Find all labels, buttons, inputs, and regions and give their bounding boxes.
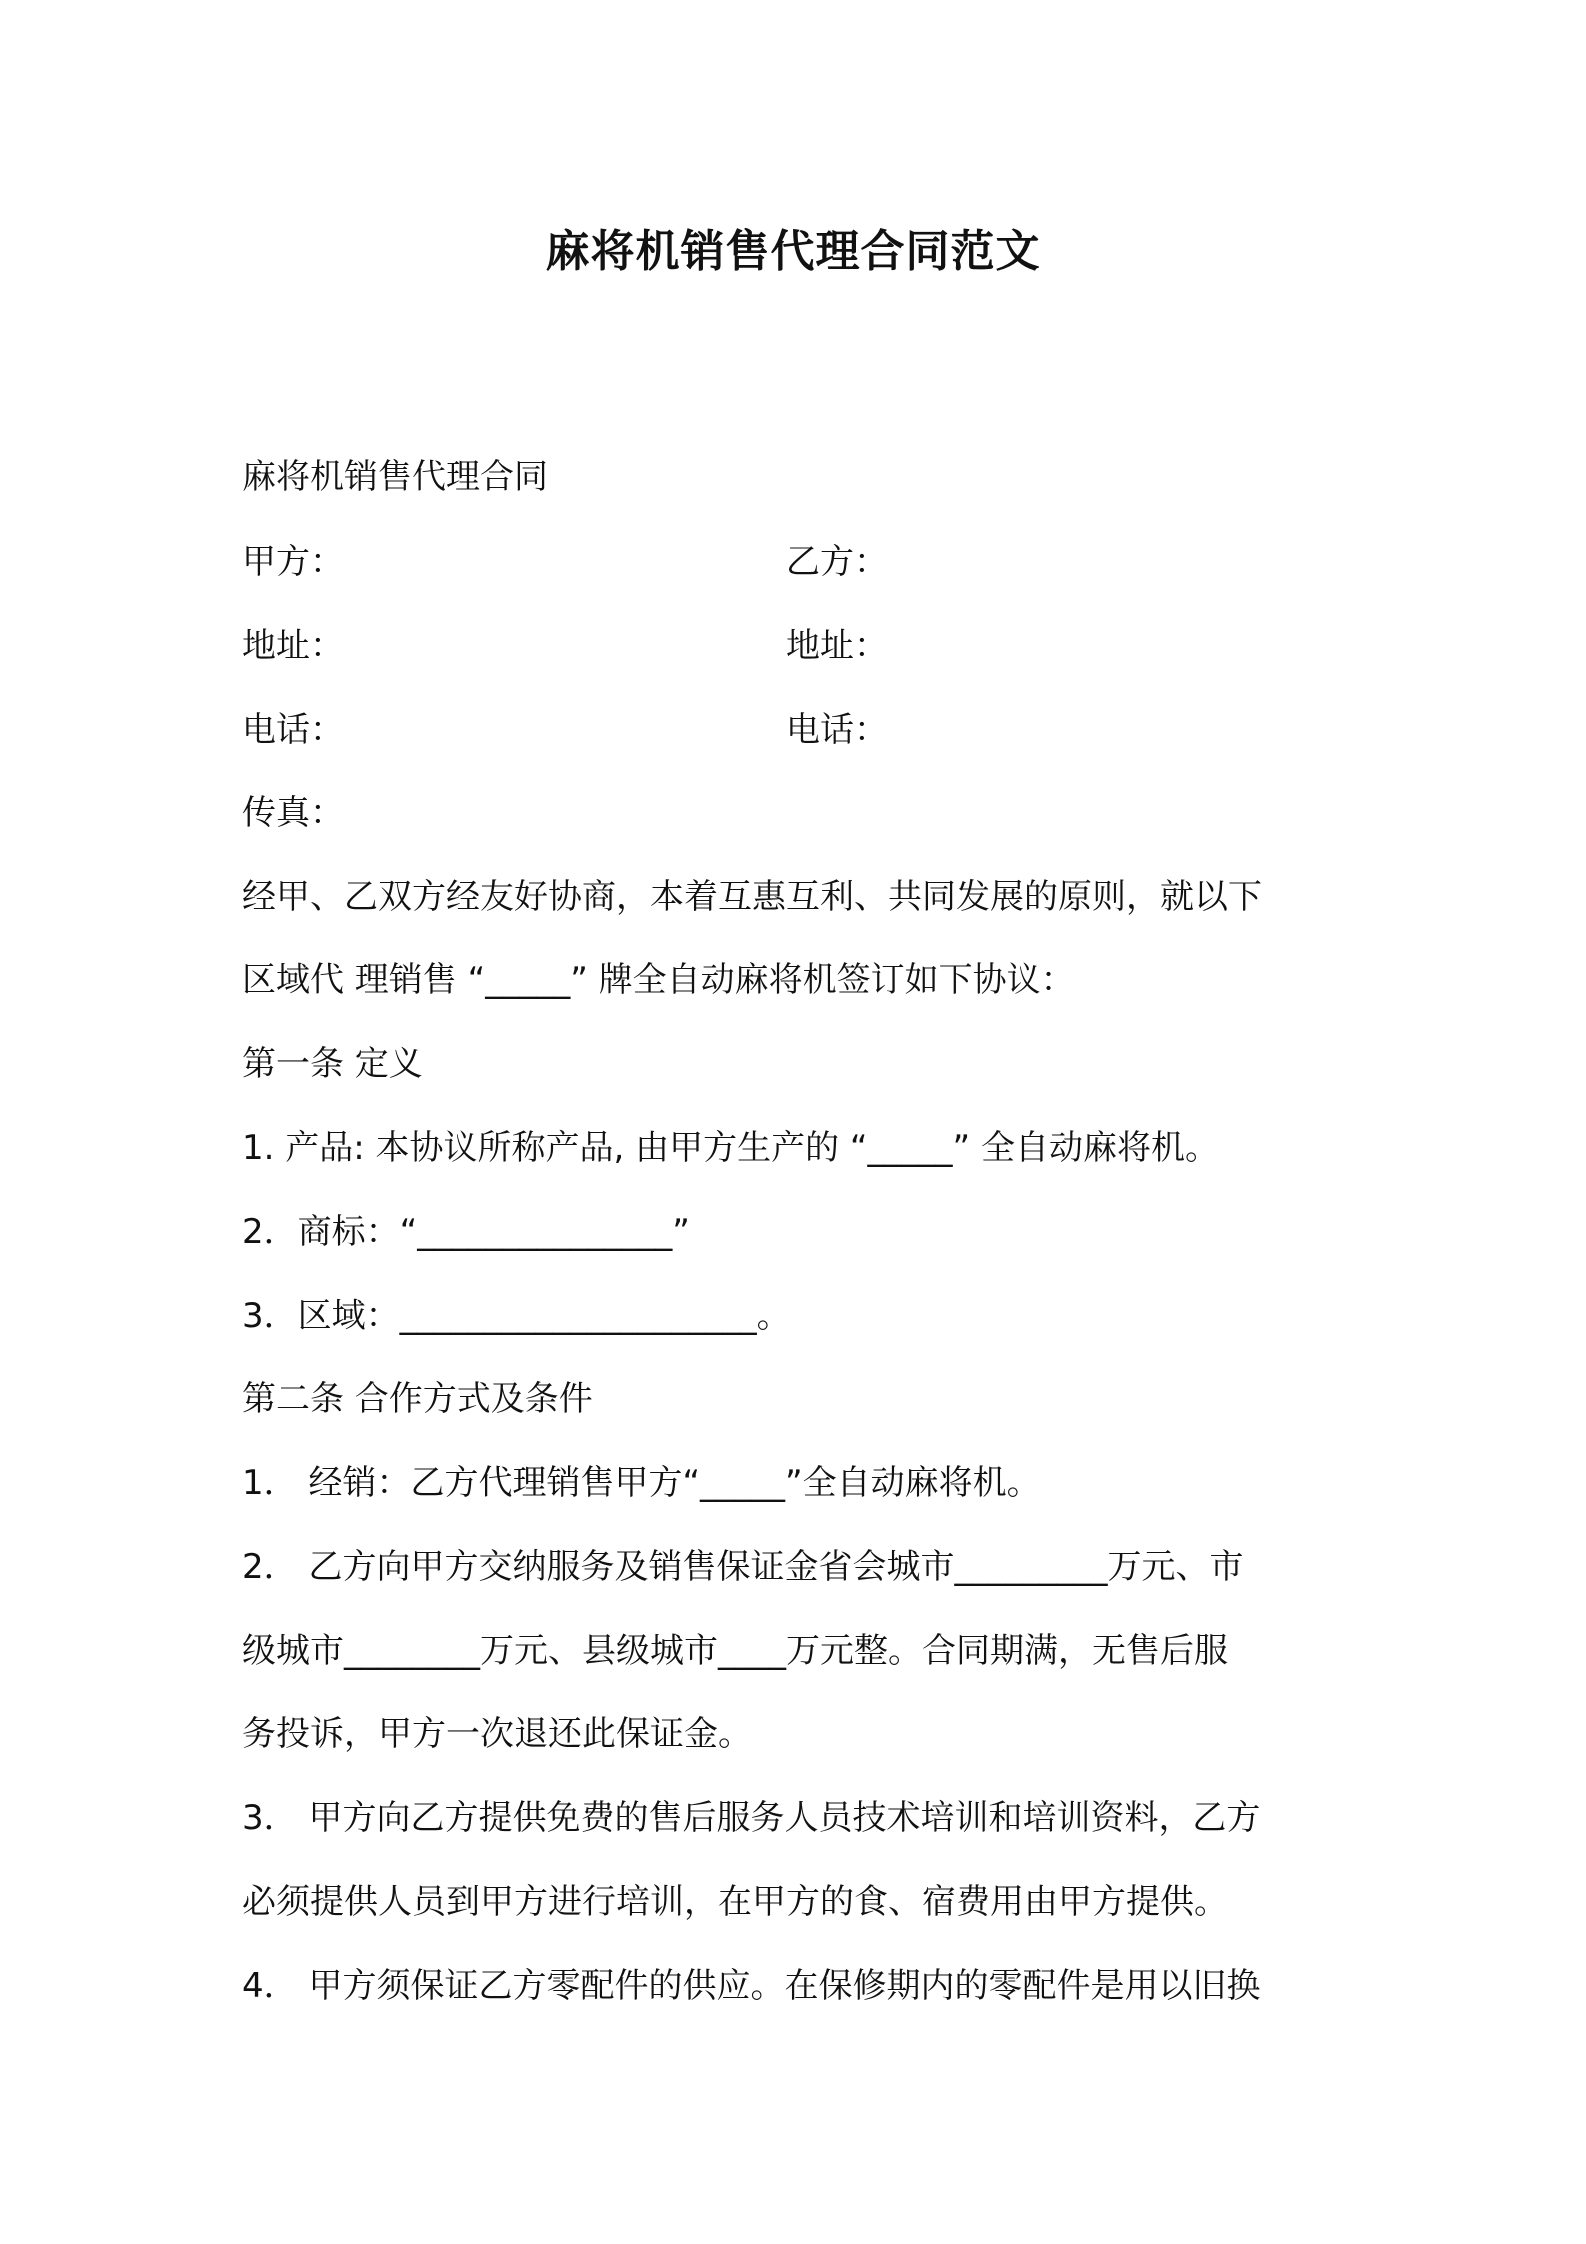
article-1-item-1: 1. 产品: 本协议所称产品, 由甲方生产的 “_____” 全自动麻将机。 [242,1128,1219,1168]
party-b-label: 乙方： [786,542,888,582]
phone-a-label: 电话： [242,710,344,750]
article-2-item-4-line-1: 4． 甲方须保证乙方零配件的供应。在保修期内的零配件是用以旧换 [242,1966,1261,2006]
article-2-heading: 第二条 合作方式及条件 [242,1379,593,1419]
article-2-item-1: 1． 经销：乙方代理销售甲方“_____”全自动麻将机。 [242,1463,1041,1503]
preamble-line-1: 经甲、乙双方经友好协商，本着互惠互利、共同发展的原则，就以下 [242,877,1262,917]
contract-subtitle: 麻将机销售代理合同 [242,457,548,497]
fax-label: 传真： [242,793,344,833]
article-2-item-3-line-1: 3． 甲方向乙方提供免费的售后服务人员技术培训和培训资料，乙方 [242,1798,1261,1838]
article-2-item-2-line-2: 级城市________万元、县级城市____万元整。合同期满，无售后服 [242,1631,1228,1671]
address-b-label: 地址： [786,626,888,666]
article-2-item-2-line-1: 2． 乙方向甲方交纳服务及销售保证金省会城市_________万元、市 [242,1547,1244,1587]
article-2-item-2-line-3: 务投诉，甲方一次退还此保证金。 [242,1714,752,1754]
preamble-line-2: 区域代 理销售 “_____” 牌全自动麻将机签订如下协议： [242,960,1075,1000]
phone-b-label: 电话： [786,710,888,750]
article-1-heading: 第一条 定义 [242,1044,423,1084]
article-1-item-2: 2．商标：“_______________” [242,1212,690,1252]
document-title: 麻将机销售代理合同范文 [545,226,1041,277]
article-1-item-3: 3．区域：_____________________。 [242,1296,791,1336]
party-a-label: 甲方： [242,542,344,582]
article-2-item-3-line-2: 必须提供人员到甲方进行培训，在甲方的食、宿费用由甲方提供。 [242,1882,1228,1922]
address-a-label: 地址： [242,626,344,666]
